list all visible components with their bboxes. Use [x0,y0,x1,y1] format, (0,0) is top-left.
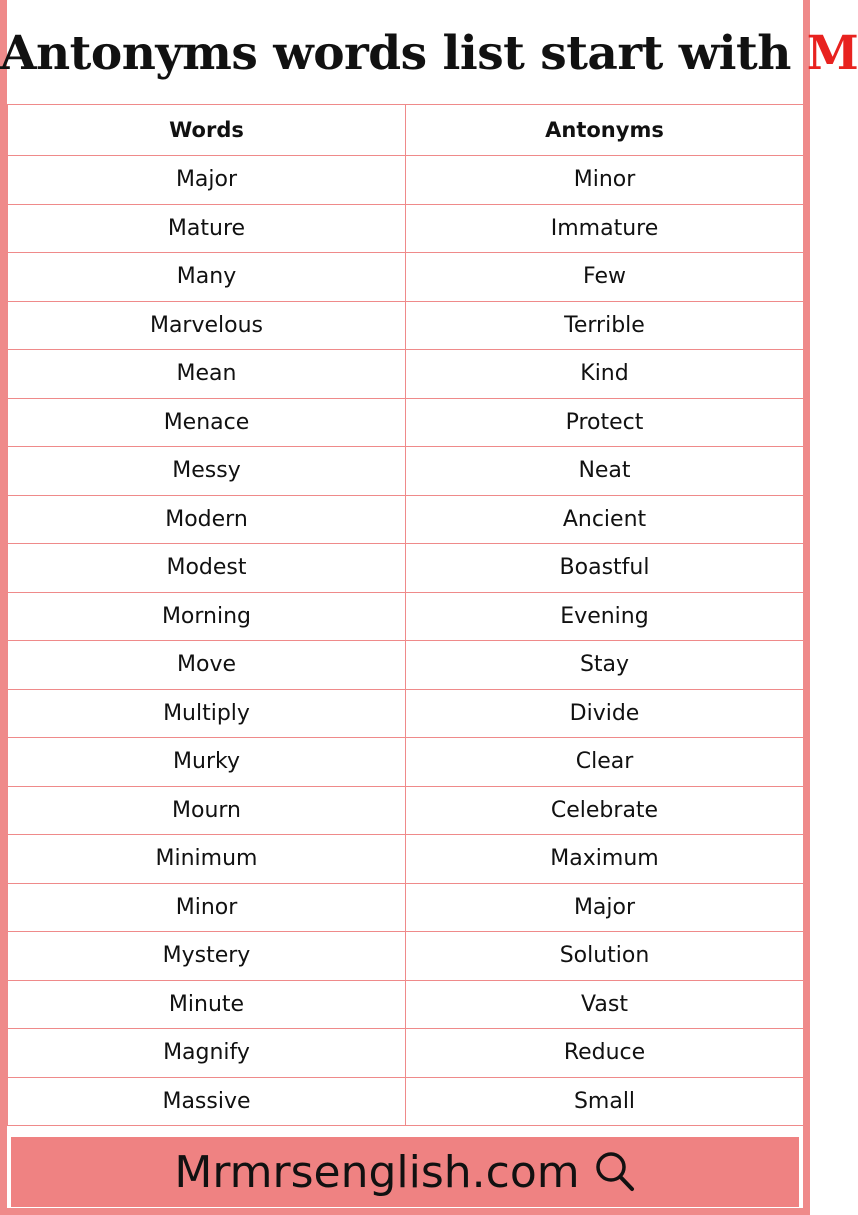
word-cell: Many [8,253,406,302]
antonym-cell: Boastful [406,544,804,593]
word-cell: Mature [8,204,406,253]
table-body [8,156,804,1126]
footer-banner [11,1137,799,1207]
antonym-cell: Maximum [406,835,804,884]
antonym-cell: Evening [406,592,804,641]
antonym-cell: Minor [406,156,804,205]
word-cell: Marvelous [8,301,406,350]
table-row [8,447,804,496]
antonym-cell: Small [406,1077,804,1126]
antonym-cell: Stay [406,641,804,690]
antonym-cell: Few [406,253,804,302]
word-cell: Menace [8,398,406,447]
table-row [8,592,804,641]
table-row [8,786,804,835]
table-row [8,738,804,787]
word-cell: Minor [8,883,406,932]
table-row [8,495,804,544]
table-row [8,932,804,981]
table-row [8,544,804,593]
word-cell: Murky [8,738,406,787]
antonym-cell: Major [406,883,804,932]
table-row [8,204,804,253]
antonym-cell: Divide [406,689,804,738]
word-cell: Multiply [8,689,406,738]
word-cell: Modern [8,495,406,544]
word-cell: Magnify [8,1029,406,1078]
table-row [8,835,804,884]
table-row [8,641,804,690]
antonym-cell: Reduce [406,1029,804,1078]
antonym-cell: Terrible [406,301,804,350]
antonym-cell: Celebrate [406,786,804,835]
word-cell: Modest [8,544,406,593]
title-text: Antonyms words list start with [0,26,807,81]
antonym-cell: Vast [406,980,804,1029]
table-row [8,301,804,350]
search-icon [594,1149,636,1195]
word-cell: Morning [8,592,406,641]
table-row [8,350,804,399]
antonym-cell: Ancient [406,495,804,544]
table-row [8,1077,804,1126]
table-header-row [8,105,804,156]
word-cell: Move [8,641,406,690]
header-words: Words [8,105,406,156]
word-cell: Mourn [8,786,406,835]
table-row [8,156,804,205]
table-row [8,689,804,738]
antonym-cell: Protect [406,398,804,447]
site-name: Mrmrsenglish.com [174,1146,580,1198]
antonym-cell: Neat [406,447,804,496]
page-title [0,14,858,94]
antonyms-table [7,104,804,1126]
word-cell: Minimum [8,835,406,884]
antonym-cell: Immature [406,204,804,253]
table-row [8,980,804,1029]
word-cell: Major [8,156,406,205]
table-row [8,883,804,932]
title-accent-letter: M [806,26,858,81]
antonym-cell: Clear [406,738,804,787]
antonym-cell: Solution [406,932,804,981]
table-row [8,398,804,447]
word-cell: Messy [8,447,406,496]
antonym-cell: Kind [406,350,804,399]
word-cell: Massive [8,1077,406,1126]
word-cell: Mean [8,350,406,399]
table-row [8,1029,804,1078]
header-antonyms: Antonyms [406,105,804,156]
word-cell: Minute [8,980,406,1029]
word-cell: Mystery [8,932,406,981]
table-row [8,253,804,302]
